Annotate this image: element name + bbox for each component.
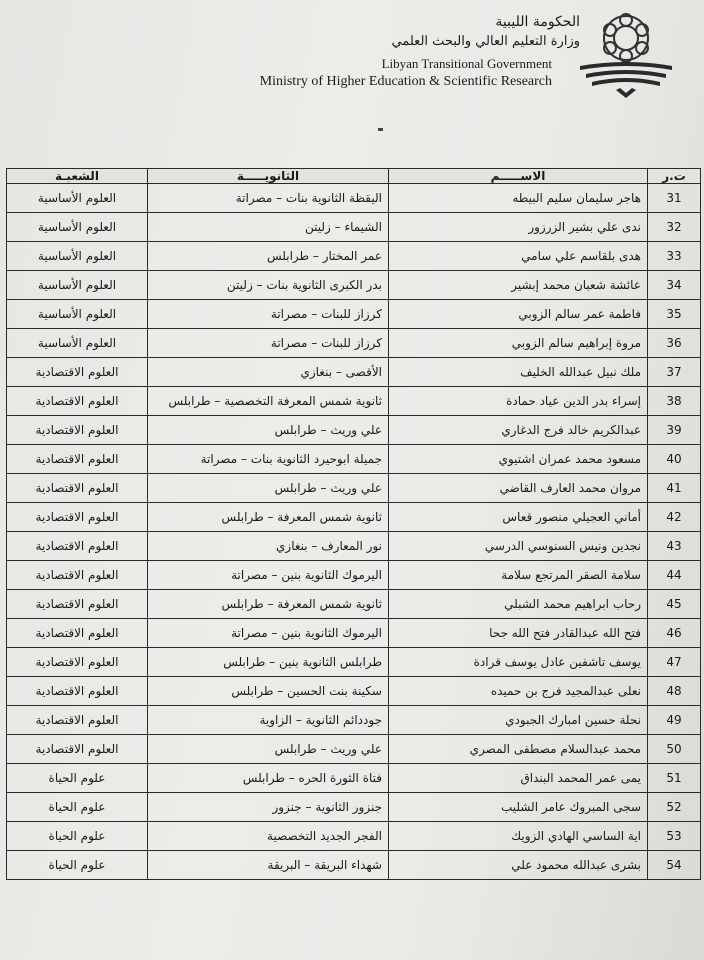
row-number: 40	[648, 445, 701, 474]
school-name: كرزاز للبنات – مصراتة	[148, 300, 389, 329]
row-number: 39	[648, 416, 701, 445]
branch-name: العلوم الاقتصادية	[7, 590, 148, 619]
row-number: 54	[648, 851, 701, 880]
table-row	[7, 590, 701, 619]
school-name: الشيماء – زليتن	[148, 213, 389, 242]
row-number: 47	[648, 648, 701, 677]
school-name: اليقظة الثانوية بنات – مصراتة	[148, 184, 389, 213]
table-row	[7, 793, 701, 822]
school-name: فتاة الثورة الحره – طرابلس	[148, 764, 389, 793]
government-name-ar: الحكومة الليبية	[495, 14, 580, 30]
student-name: بشرى عبدالله محمود علي	[389, 851, 648, 880]
row-number: 31	[648, 184, 701, 213]
branch-name: العلوم الاقتصادية	[7, 532, 148, 561]
branch-name: العلوم الاقتصادية	[7, 358, 148, 387]
table-row	[7, 561, 701, 590]
student-name: مسعود محمد عمران اشتيوي	[389, 445, 648, 474]
row-number: 52	[648, 793, 701, 822]
school-name: نور المعارف – بنغازي	[148, 532, 389, 561]
branch-name: العلوم الأساسية	[7, 300, 148, 329]
row-number: 36	[648, 329, 701, 358]
letterhead	[0, 0, 704, 170]
row-number: 53	[648, 822, 701, 851]
table-header-row	[7, 169, 701, 184]
school-name: شهداء البريقة – البريقة	[148, 851, 389, 880]
school-name: سكينة بنت الحسين – طرابلس	[148, 677, 389, 706]
student-name: أماني العجيلي منصور قعاس	[389, 503, 648, 532]
school-name: الأقصى – بنغازي	[148, 358, 389, 387]
row-number: 49	[648, 706, 701, 735]
school-name: طرابلس الثانوية بنين – طرابلس	[148, 648, 389, 677]
school-name: جوددائم الثانوية – الزاوية	[148, 706, 389, 735]
student-name: نجدين ونيس السنوسي الدرسي	[389, 532, 648, 561]
student-name: اية الساسي الهادي الزويك	[389, 822, 648, 851]
table-row	[7, 706, 701, 735]
table-row	[7, 213, 701, 242]
row-number: 33	[648, 242, 701, 271]
branch-name: العلوم الاقتصادية	[7, 706, 148, 735]
table-row	[7, 358, 701, 387]
branch-name: العلوم الأساسية	[7, 184, 148, 213]
school-name: اليرموك الثانوية بنين – مصراتة	[148, 561, 389, 590]
school-name: علي وريث – طرابلس	[148, 735, 389, 764]
row-number: 35	[648, 300, 701, 329]
student-name: هاجر سليمان سليم البيطه	[389, 184, 648, 213]
school-name: بدر الكبرى الثانوية بنات – زليتن	[148, 271, 389, 300]
branch-name: العلوم الاقتصادية	[7, 503, 148, 532]
column-header-branch: الشعبـة	[7, 169, 148, 184]
school-name: ثانوية شمس المعرفة التخصصية – طرابلس	[148, 387, 389, 416]
branch-name: علوم الحياة	[7, 793, 148, 822]
branch-name: العلوم الاقتصادية	[7, 561, 148, 590]
row-number: 51	[648, 764, 701, 793]
student-name: نعلى عبدالمجيد فرج بن حميده	[389, 677, 648, 706]
student-name: ملك نبيل عبدالله الخليف	[389, 358, 648, 387]
table-row	[7, 300, 701, 329]
table-row	[7, 242, 701, 271]
branch-name: العلوم الاقتصادية	[7, 735, 148, 764]
table-row	[7, 184, 701, 213]
branch-name: العلوم الأساسية	[7, 329, 148, 358]
column-header-school: الثانويـــــة	[148, 169, 389, 184]
student-name: فاطمة عمر سالم الزوبي	[389, 300, 648, 329]
table-row	[7, 271, 701, 300]
row-number: 50	[648, 735, 701, 764]
table-row	[7, 532, 701, 561]
column-header-number: ت.ر	[648, 169, 701, 184]
student-name: نحلة حسين امبارك الجبودي	[389, 706, 648, 735]
table-row	[7, 822, 701, 851]
student-name: هدى بلقاسم علي سامي	[389, 242, 648, 271]
branch-name: العلوم الأساسية	[7, 271, 148, 300]
student-name: يوسف تاشفين عادل يوسف قرادة	[389, 648, 648, 677]
row-number: 34	[648, 271, 701, 300]
student-name: عبدالكريم خالد فرج الدغاري	[389, 416, 648, 445]
branch-name: علوم الحياة	[7, 822, 148, 851]
table-row	[7, 474, 701, 503]
student-name: عائشة شعبان محمد إبشير	[389, 271, 648, 300]
ministry-name-ar: وزارة التعليم العالي والبحث العلمي	[391, 34, 580, 49]
branch-name: العلوم الأساسية	[7, 242, 148, 271]
table-row	[7, 764, 701, 793]
student-name: سلامة الصقر المرتجع سلامة	[389, 561, 648, 590]
student-name: رحاب ابراهيم محمد الشبلي	[389, 590, 648, 619]
table-row	[7, 329, 701, 358]
school-name: ثانوية شمس المعرفة – طرابلس	[148, 590, 389, 619]
student-name: محمد عبدالسلام مصطفى المصري	[389, 735, 648, 764]
branch-name: العلوم الأساسية	[7, 213, 148, 242]
branch-name: العلوم الاقتصادية	[7, 474, 148, 503]
row-number: 41	[648, 474, 701, 503]
school-name: جميلة ابوحيرد الثانوية بنات – مصراتة	[148, 445, 389, 474]
school-name: اليرموك الثانوية بنين – مصراتة	[148, 619, 389, 648]
student-name: مروان محمد العارف القاضي	[389, 474, 648, 503]
branch-name: العلوم الاقتصادية	[7, 677, 148, 706]
row-number: 43	[648, 532, 701, 561]
school-name: عمر المختار – طرابلس	[148, 242, 389, 271]
school-name: الفجر الجديد التخصصية	[148, 822, 389, 851]
branch-name: العلوم الاقتصادية	[7, 445, 148, 474]
branch-name: العلوم الاقتصادية	[7, 648, 148, 677]
row-number: 37	[648, 358, 701, 387]
student-name: فتح الله عبدالقادر فتح الله جحا	[389, 619, 648, 648]
row-number: 46	[648, 619, 701, 648]
ink-mark	[378, 128, 383, 131]
row-number: 45	[648, 590, 701, 619]
branch-name: العلوم الاقتصادية	[7, 619, 148, 648]
students-table	[6, 168, 701, 880]
table-row	[7, 503, 701, 532]
student-name: سجى المبروك عامر الشليب	[389, 793, 648, 822]
row-number: 42	[648, 503, 701, 532]
branch-name: علوم الحياة	[7, 764, 148, 793]
student-name: يمى عمر المحمد البنداق	[389, 764, 648, 793]
table-row	[7, 735, 701, 764]
branch-name: علوم الحياة	[7, 851, 148, 880]
row-number: 44	[648, 561, 701, 590]
government-name-en: Libyan Transitional Government	[381, 56, 552, 71]
row-number: 32	[648, 213, 701, 242]
table-row	[7, 851, 701, 880]
school-name: علي وريث – طرابلس	[148, 416, 389, 445]
school-name: ثانوية شمس المعرفة – طرابلس	[148, 503, 389, 532]
row-number: 48	[648, 677, 701, 706]
branch-name: العلوم الاقتصادية	[7, 387, 148, 416]
school-name: جنزور الثانوية – جنزور	[148, 793, 389, 822]
row-number: 38	[648, 387, 701, 416]
student-name: مروة إبراهيم سالم الزوبي	[389, 329, 648, 358]
student-name: إسراء بدر الدين عياد حمادة	[389, 387, 648, 416]
column-header-name: الاســـــم	[389, 169, 648, 184]
ministry-emblem-icon	[576, 8, 676, 100]
table-row	[7, 416, 701, 445]
branch-name: العلوم الاقتصادية	[7, 416, 148, 445]
table-row	[7, 387, 701, 416]
school-name: كرزاز للبنات – مصراتة	[148, 329, 389, 358]
student-name: ندى علي بشير الزرزور	[389, 213, 648, 242]
school-name: علي وريث – طرابلس	[148, 474, 389, 503]
table-row	[7, 677, 701, 706]
table-row	[7, 445, 701, 474]
table-row	[7, 619, 701, 648]
ministry-name-en: Ministry of Higher Education & Scientific Research	[259, 74, 552, 89]
table-row	[7, 648, 701, 677]
